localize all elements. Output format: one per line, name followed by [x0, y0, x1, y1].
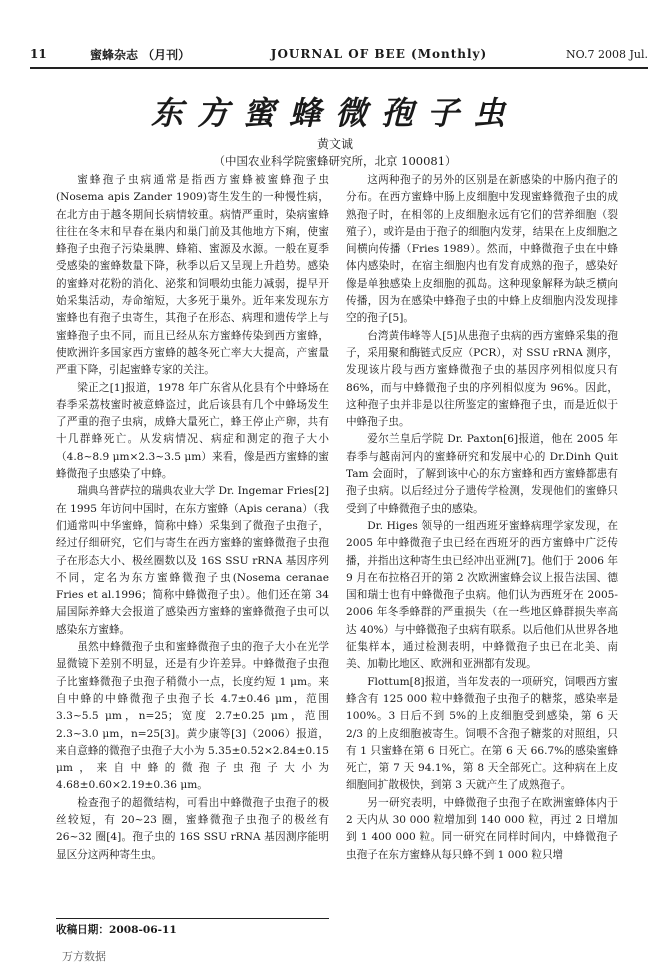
paragraph: 虽然中蜂微孢子虫和蜜蜂微孢子虫的孢子大小在光学显微镜下差别不明显，还是有少许差异。中蜂微孢子虫孢子比蜜蜂微孢子虫孢子稍微小一点，长度约短 1 μm。来自中蜂的中蜂微孢子虫孢子长 4.7±0.46 μm，范围 3.3~5.5 μm，n=25；宽度 2.7±0.25 μm，范围 2.3~3.0 μm，n=25[3]。黄少康等[3]（2006）报道，来自意蜂的微孢子虫孢子大小为 5.35±0.52×2.84±0.15 μm，来自中蜂的微孢子虫孢子大小为 4.68±0.60×2.19±0.36 μm。 — [56, 641, 329, 792]
paragraph: Dr. Higes 领导的一组西班牙蜜蜂病理学家发现，在 2005 年中蜂微孢子虫已经在西班牙的西方蜜蜂中广泛传播，并指出这种寄生虫已经冲出亚洲[7]。他们于 2006 年 9 月在布拉格召开的第 2 次欧洲蜜蜂会议上报告法国、德国和瑞士也有中蜂微孢子虫病。他们认为西班牙在 2005-2006 年冬季蜂群的严重损失（在一些地区蜂群损失率高达 40%）与中蜂微孢子虫病有联系。以后他们从世界各地征集样本，通过检测表明，中蜂微孢子虫已在北美、南美、加勒比地区、欧洲和亚洲都有发现。 — [346, 519, 618, 671]
journal-name-en: JOURNAL OF BEE (Monthly) — [270, 47, 488, 61]
page-number: 11 — [30, 47, 47, 61]
paragraph: 台湾黄伟峰等人[5]从患孢子虫病的西方蜜蜂采集的孢子，采用聚和酶链式反应（PCR），对 SSU rRNA 测序，发现该片段与西方蜜蜂微孢子虫的基因序列相似度只有 86%，而与中蜂微孢子虫的序列相似度为 96%。因此，这种孢子虫并非是以往所鉴定的蜜蜂孢子虫，而是近似于中蜂孢子虫。 — [346, 329, 618, 429]
paragraph: 另一研究表明，中蜂微孢子虫孢子在欧洲蜜蜂体内于 2 天内从 30 000 粒增加到 140 000 粒，再过 2 日增加到 1 400 000 粒。同一研究在同样时间内，中蜂微孢子虫孢子在东方蜜蜂从每只蜂不到 1 000 粒只增 — [346, 796, 618, 861]
footnote-rule — [56, 918, 329, 919]
paragraph: 爱尔兰皇后学院 Dr. Paxton[6]报道，他在 2005 年春季与越南河内的蜜蜂研究和发展中心的 Dr.Dinh Quit Tam 会面时，了解到该中心的东方蜜蜂和西方蜜蜂都患有孢子虫病。以后经过分子遗传学检测，发现他们的蜜蜂只受到了中蜂微孢子虫的感染。 — [346, 433, 618, 515]
running-header — [30, 44, 648, 64]
paragraph: 蜜蜂孢子虫病通常是指西方蜜蜂被蜜蜂孢子虫(Nosema apis Zander 1909)寄生发生的一种慢性病，在北方由于越冬期间长病情较重。病情严重时，染病蜜蜂往往在冬末和早春在巢内和巢门前及其他地方下痢，使蜜蜂孢子虫孢子污染巢脾、蜂箱、蜜源及水源。一般在夏季受感染的蜜蜂数量下降，秋季以后又呈现上升趋势。感染的蜜蜂对花粉的消化、泌浆和饲喂幼虫能力减弱，提早开始采集活动，寿命缩短，大多死于巢外。近年来发现东方蜜蜂也有孢子虫寄生，其孢子在形态、病理和遗传学上与蜜蜂孢子虫不同，而且已经从东方蜜蜂传染到西方蜜蜂，使欧洲许多国家西方蜜蜂的越冬死亡率大大提高，产蜜量严重下降，引起蜜蜂专家的关注。 — [56, 174, 329, 377]
affiliation: （中国农业科学院蜜蜂研究所，北京 100081） — [213, 154, 457, 168]
watermark: 万方数据 — [62, 950, 106, 963]
journal-name-cn: 蜜蜂杂志 （月刊） — [90, 47, 191, 62]
paragraph: Flottum[8]报道，当年发表的一项研究，饲喂西方蜜蜂含有 125 000 粒中蜂微孢子虫孢子的糖浆，感染率是 100%。3 日后不到 5%的上皮细胞受到感染，第 6 天 2/3 的上皮细胞被寄生。饲喂不含孢子糖浆的对照组，只有 1 只蜜蜂在第 6 日死亡。在第 6 天 66.7%的感染蜜蜂死亡，第 7 天 94.1%，第 8 天全部死亡。这种病在上皮细胞间扩散极快，到第 3 天就产生了成熟孢子。 — [346, 675, 618, 792]
paragraph: 瑞典乌普萨拉的瑞典农业大学 Dr. Ingemar Fries[2]在 1995 年访问中国时，在东方蜜蜂（Apis cerana）（我们通常叫中华蜜蜂，简称中蜂）采集到了微孢子虫孢子，经过仔细研究，它们与寄生在西方蜜蜂的蜜蜂微孢子虫孢子在形态大小、极丝圈数以及 16S SSU rRNA 基因序列不同，定名为东方蜜蜂微孢子虫(Nosema ceranae Fries et al.1996；简称中蜂微孢子虫）。他们还在第 34 届国际养蜂大会报道了感染西方蜜蜂的蜜蜂微孢子虫可以感染东方蜜蜂。 — [56, 485, 329, 636]
article-title: 东方蜜蜂微孢子虫 — [150, 94, 519, 132]
right-column — [346, 172, 618, 864]
author: 黄文诚 — [316, 137, 353, 151]
paragraph: 这两种孢子的另外的区别是在新感染的中肠内孢子的分布。在西方蜜蜂中肠上皮细胞中发现蜜蜂微孢子虫的成熟孢子时，在相邻的上皮细胞永远有它们的营养细胞（裂殖子），或许是由于孢子的细胞内发芽，结果在上皮细胞之间横向传播（Fries 1989）。然而，中蜂微孢子虫在中蜂体内感染时，在宿主细胞内也有发育成熟的孢子，感染好像是单独感染上皮细胞的孤岛。这种现象解释为缺乏横向传播，因为在感染中蜂孢子虫的中蜂上皮细胞内没发现排空的孢子[5]。 — [346, 174, 618, 325]
received-date: 收稿日期：2008-06-11 — [56, 924, 177, 936]
issue-info: NO.7 2008 Jul. — [566, 47, 648, 61]
header-rule — [30, 67, 648, 69]
left-column — [56, 172, 329, 864]
paragraph: 梁正之[1]报道，1978 年广东省从化县有个中蜂场在春季采荔枝蜜时被意蜂盗过，此后该县有几个中蜂场发生了严重的孢子虫病，成蜂大量死亡，蜂王停止产卵，共有十几群蜂死亡。从发病情况、病症和测定的孢子大小（4.8~8.9 μm×2.3~3.5 μm）来看，像是西方蜜蜂的蜜蜂微孢子虫感染了中蜂。 — [56, 381, 329, 481]
paragraph: 检查孢子的超微结构，可看出中蜂微孢子虫孢子的极丝较短，有 20~23 圈，蜜蜂微孢子虫孢子的极丝有 26~32 圈[4]。孢子虫的 16S SSU rRNA 基因测序能明显区分这两种寄生虫。 — [56, 796, 329, 861]
